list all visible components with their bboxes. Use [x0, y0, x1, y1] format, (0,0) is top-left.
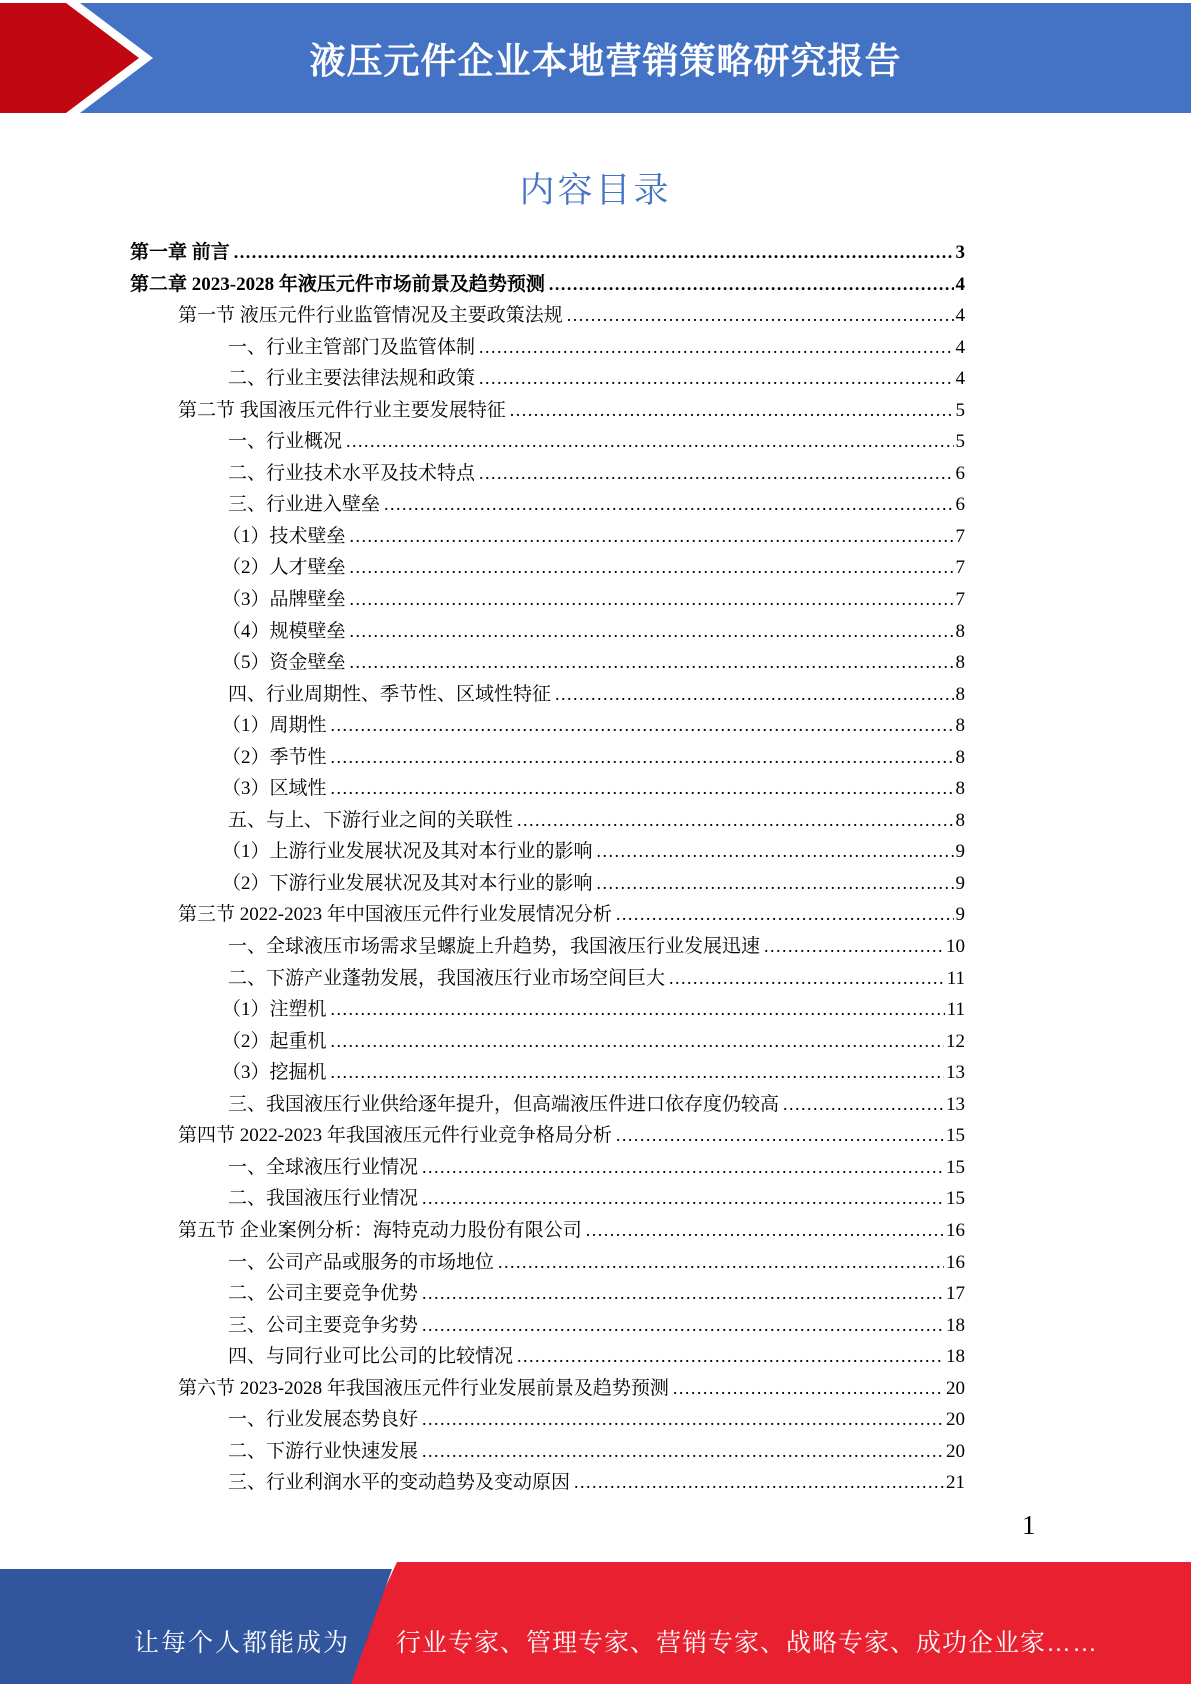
- toc-entry[interactable]: [130, 931, 965, 963]
- footer-slogan-left: 让每个人都能成为: [133, 1629, 350, 1657]
- toc-entry[interactable]: [130, 584, 965, 616]
- toc-entry-label: 三、行业进入壁垒: [228, 494, 381, 516]
- toc-entry-page: 8: [955, 778, 965, 800]
- toc-entry-label: 一、行业主管部门及监管体制: [228, 336, 476, 358]
- toc-entry-page: 4: [955, 273, 965, 295]
- toc-entry-page: 13: [946, 1093, 965, 1115]
- toc-entry-page: 8: [955, 746, 965, 768]
- toc-entry[interactable]: [130, 269, 965, 301]
- dotted-leader: [764, 936, 944, 957]
- toc-entry[interactable]: [130, 521, 965, 553]
- toc-entry[interactable]: [130, 1310, 965, 1342]
- toc-entry[interactable]: [130, 1247, 965, 1279]
- toc-entry[interactable]: [130, 994, 965, 1026]
- toc-entry[interactable]: [130, 1152, 965, 1184]
- dotted-leader: [567, 305, 954, 326]
- toc-entry[interactable]: [130, 805, 965, 837]
- toc-entry-page: 8: [955, 652, 965, 674]
- dotted-leader: [783, 1094, 944, 1115]
- toc-entry-label: 二、行业技术水平及技术特点: [228, 462, 476, 484]
- dotted-leader: [616, 904, 954, 925]
- toc-entry[interactable]: [130, 1373, 965, 1405]
- toc-entry-label: 第六节 2023-2028 年我国液压元件行业发展前景及趋势预测: [178, 1377, 669, 1399]
- toc-entry-page: 18: [946, 1346, 965, 1368]
- toc-entry-label: （3）区域性: [222, 778, 327, 800]
- toc-entry[interactable]: [130, 868, 965, 900]
- toc-entry-page: 6: [955, 462, 965, 484]
- toc-entry-label: 三、我国液压行业供给逐年提升，但高端液压件进口依存度仍较高: [228, 1093, 780, 1115]
- toc-entry-label: 五、与上、下游行业之间的关联性: [228, 809, 514, 831]
- toc-entry[interactable]: [130, 458, 965, 490]
- toc-entry[interactable]: [130, 742, 965, 774]
- toc-entry-label: （2）起重机: [222, 1030, 327, 1052]
- toc-entry-page: 5: [955, 399, 965, 421]
- toc-entry-page: 10: [946, 936, 965, 958]
- toc-entry-page: 4: [955, 336, 965, 358]
- toc-entry-label: 第二节 我国液压元件行业主要发展特征: [178, 399, 506, 421]
- dotted-leader: [597, 841, 954, 862]
- toc-entry-page: 12: [946, 1030, 965, 1052]
- dotted-leader: [350, 621, 954, 642]
- toc-entry-page: 15: [946, 1156, 965, 1178]
- dotted-leader: [422, 1441, 944, 1462]
- toc-entry-label: 一、行业发展态势良好: [228, 1409, 419, 1431]
- footer-slogan-right: 行业专家、管理专家、营销专家、战略专家、成功企业家……: [396, 1629, 1099, 1657]
- toc-entry-page: 15: [946, 1125, 965, 1147]
- dotted-leader: [350, 589, 954, 610]
- toc-entry[interactable]: [130, 1183, 965, 1215]
- dotted-leader: [331, 999, 945, 1020]
- toc-entry[interactable]: [130, 363, 965, 395]
- dotted-leader: [384, 494, 953, 515]
- toc-entry-page: 9: [955, 841, 965, 863]
- dotted-leader: [673, 1378, 944, 1399]
- toc-entry[interactable]: [130, 710, 965, 742]
- toc-entry-page: 16: [946, 1251, 965, 1273]
- toc-entry-label: （3）挖掘机: [222, 1062, 327, 1084]
- toc-entry-page: 11: [946, 967, 965, 989]
- dotted-leader: [350, 526, 954, 547]
- toc-entry-label: 第一节 液压元件行业监管情况及主要政策法规: [178, 305, 563, 327]
- toc-entry-label: （3）品牌壁垒: [222, 589, 346, 611]
- toc-entry-label: 二、公司主要竞争优势: [228, 1283, 419, 1305]
- toc-entry[interactable]: [130, 899, 965, 931]
- dotted-leader: [331, 715, 954, 736]
- toc-entry-page: 20: [946, 1440, 965, 1462]
- toc-entry[interactable]: [130, 963, 965, 995]
- dotted-leader: [479, 337, 953, 358]
- dotted-leader: [234, 242, 954, 263]
- dotted-leader: [517, 1346, 944, 1367]
- toc-entry-page: 8: [955, 683, 965, 705]
- toc-entry-page: 6: [955, 494, 965, 516]
- toc-entry-label: （1）上游行业发展状况及其对本行业的影响: [222, 841, 593, 863]
- dotted-leader: [346, 431, 953, 452]
- toc-entry-label: （1）注塑机: [222, 999, 327, 1021]
- toc-entry-page: 7: [955, 525, 965, 547]
- dotted-leader: [498, 1252, 944, 1273]
- toc-entry-label: 二、行业主要法律法规和政策: [228, 368, 476, 390]
- toc-entry[interactable]: [130, 1341, 965, 1373]
- toc-entry-page: 11: [946, 999, 965, 1021]
- dotted-leader: [422, 1188, 944, 1209]
- toc-entry[interactable]: [130, 1436, 965, 1468]
- dotted-leader: [350, 557, 954, 578]
- dotted-leader: [597, 873, 954, 894]
- toc-entry[interactable]: [130, 332, 965, 364]
- toc-entry-label: 第二章 2023-2028 年液压元件市场前景及趋势预测: [130, 273, 545, 295]
- toc-entry-label: 四、与同行业可比公司的比较情况: [228, 1346, 514, 1368]
- toc-entry[interactable]: [130, 489, 965, 521]
- toc-entry-page: 18: [946, 1314, 965, 1336]
- toc-entry-label: （2）季节性: [222, 746, 327, 768]
- dotted-leader: [669, 968, 945, 989]
- toc-entry-page: 7: [955, 557, 965, 579]
- toc-entry-label: 三、行业利润水平的变动趋势及变动原因: [228, 1472, 571, 1494]
- toc-entry[interactable]: [130, 1089, 965, 1121]
- toc-entry-label: 一、行业概况: [228, 431, 343, 453]
- toc-entry-page: 7: [955, 589, 965, 611]
- toc-entry[interactable]: [130, 1057, 965, 1089]
- toc-entry-page: 20: [946, 1377, 965, 1399]
- dotted-leader: [555, 684, 953, 705]
- toc-entry-page: 20: [946, 1409, 965, 1431]
- dotted-leader: [331, 1031, 944, 1052]
- toc-entry-label: 一、全球液压行业情况: [228, 1156, 419, 1178]
- dotted-leader: [422, 1157, 944, 1178]
- dotted-leader: [479, 463, 953, 484]
- toc-entry-label: （2）下游行业发展状况及其对本行业的影响: [222, 872, 593, 894]
- dotted-leader: [586, 1220, 944, 1241]
- dotted-leader: [331, 778, 954, 799]
- toc-entry-page: 9: [955, 872, 965, 894]
- toc-entry-label: 二、我国液压行业情况: [228, 1188, 419, 1210]
- dotted-leader: [510, 400, 954, 421]
- dotted-leader: [479, 368, 953, 389]
- toc-entry[interactable]: [130, 616, 965, 648]
- dotted-leader: [422, 1315, 944, 1336]
- dotted-leader: [517, 810, 953, 831]
- toc-entry-page: 3: [955, 242, 965, 263]
- dotted-leader: [616, 1125, 944, 1146]
- toc-entry-label: （1）周期性: [222, 715, 327, 737]
- toc-entry-page: 4: [955, 305, 965, 327]
- toc-entry-page: 9: [955, 904, 965, 926]
- toc-entry-page: 16: [946, 1219, 965, 1241]
- toc-entry-page: 21: [946, 1472, 965, 1494]
- toc-entry-label: 第五节 企业案例分析：海特克动力股份有限公司: [178, 1219, 582, 1241]
- toc-entry-page: 17: [946, 1283, 965, 1305]
- page-number: 1: [1022, 1510, 1036, 1540]
- toc-entry-label: 一、全球液压市场需求呈螺旋上升趋势，我国液压行业发展迅速: [228, 936, 761, 958]
- toc-entry[interactable]: [130, 1278, 965, 1310]
- dotted-leader: [331, 1062, 944, 1083]
- dotted-leader: [350, 652, 954, 673]
- toc-entry-page: 8: [955, 809, 965, 831]
- toc-entry[interactable]: [130, 836, 965, 868]
- toc-entry[interactable]: [130, 237, 965, 269]
- toc-entry-label: 第一章 前言: [130, 242, 230, 263]
- toc-heading: 内容目录: [519, 171, 672, 210]
- toc-entry[interactable]: [130, 647, 965, 679]
- toc-entry-label: （1）技术壁垒: [222, 525, 346, 547]
- toc-list: [130, 237, 965, 1499]
- toc-entry-label: 一、公司产品或服务的市场地位: [228, 1251, 495, 1273]
- toc-entry-label: 三、公司主要竞争劣势: [228, 1314, 419, 1336]
- report-title: 液压元件企业本地营销策略研究报告: [309, 39, 902, 81]
- dotted-leader: [422, 1283, 944, 1304]
- toc-entry-label: （2）人才壁垒: [222, 557, 346, 579]
- toc-entry[interactable]: [130, 679, 965, 711]
- toc-entry[interactable]: [130, 1026, 965, 1058]
- toc-entry-label: 第三节 2022-2023 年中国液压元件行业发展情况分析: [178, 904, 612, 926]
- toc-entry-label: （4）规模壁垒: [222, 620, 346, 642]
- toc-entry-label: （5）资金壁垒: [222, 652, 346, 674]
- toc-entry[interactable]: [130, 552, 965, 584]
- toc-entry-page: 15: [946, 1188, 965, 1210]
- toc-entry[interactable]: [130, 300, 965, 332]
- toc-entry-page: 4: [955, 368, 965, 390]
- dotted-leader: [422, 1409, 944, 1430]
- toc-entry-page: 8: [955, 620, 965, 642]
- toc-entry-page: 13: [946, 1062, 965, 1084]
- dotted-leader: [331, 747, 954, 768]
- toc-entry[interactable]: [130, 1467, 965, 1499]
- toc-entry-label: 四、行业周期性、季节性、区域性特征: [228, 683, 552, 705]
- toc-entry[interactable]: [130, 395, 965, 427]
- dotted-leader: [574, 1472, 944, 1493]
- toc-entry-page: 5: [955, 431, 965, 453]
- toc-entry-page: 8: [955, 715, 965, 737]
- dotted-leader: [549, 274, 954, 295]
- toc-entry[interactable]: [130, 1215, 965, 1247]
- toc-entry-label: 二、下游产业蓬勃发展，我国液压行业市场空间巨大: [228, 967, 666, 989]
- toc-entry[interactable]: [130, 426, 965, 458]
- toc-entry[interactable]: [130, 773, 965, 805]
- toc-entry[interactable]: [130, 1120, 965, 1152]
- toc-entry[interactable]: [130, 1404, 965, 1436]
- header-banner: [0, 3, 1191, 113]
- toc-entry-label: 二、下游行业快速发展: [228, 1440, 419, 1462]
- toc-entry-label: 第四节 2022-2023 年我国液压元件行业竞争格局分析: [178, 1125, 612, 1147]
